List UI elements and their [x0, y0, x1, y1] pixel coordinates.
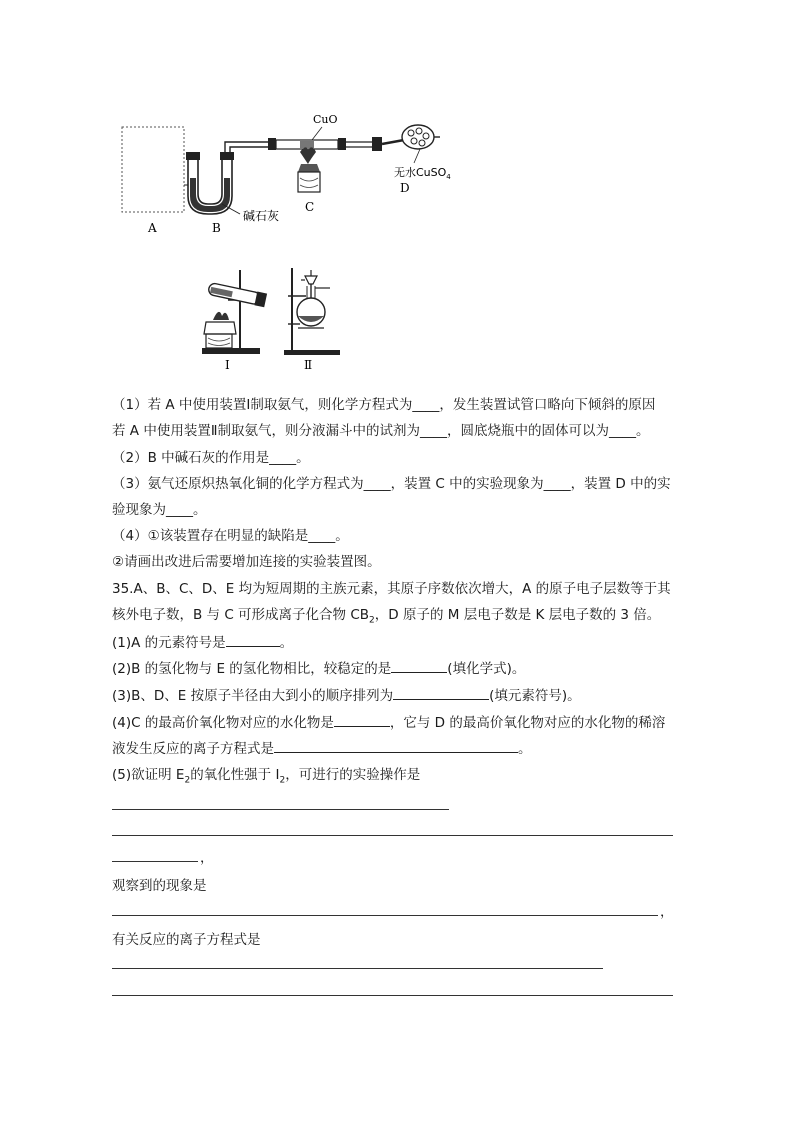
- q34-part2: （2）B 中碱石灰的作用是____。: [112, 450, 310, 466]
- q35-sub2: (2)B 的氢化物与 E 的氢化物相比，较稳定的是 (填化学式)。: [112, 658, 525, 679]
- answer-line-observation[interactable]: [112, 915, 658, 916]
- answer-line-operation-3[interactable]: [112, 861, 198, 862]
- q34-part4-line2: ②请画出改进后需要增加连接的实验装置图。: [112, 554, 381, 570]
- label-soda-lime: 碱石灰: [243, 209, 280, 223]
- label-apparatus-1: Ⅰ: [225, 358, 230, 372]
- q34-part1-line1: （1）若 A 中使用装置Ⅰ制取氨气，则化学方程式为____，发生装置试管口略向下倾斜的原因: [112, 397, 656, 413]
- label-cuo: CuO: [313, 113, 338, 126]
- q34-part3-line1: （3）氨气还原炽热氧化铜的化学方程式为____，装置 C 中的实验现象为____，装置 D 中的实: [112, 476, 671, 492]
- q34-part4-line1: （4）①该装置存在明显的缺陷是____。: [112, 528, 349, 544]
- apparatus-figure: [0, 0, 794, 380]
- apparatus-1: [202, 270, 267, 372]
- label-b: B: [212, 221, 221, 235]
- cuo-pointer: [312, 127, 322, 140]
- drying-tube-neck: [382, 140, 404, 144]
- answer-blank-2[interactable]: [391, 658, 447, 673]
- stopper-right: [220, 152, 234, 160]
- connecting-tube: [225, 142, 268, 152]
- q35-sub4-line2: 液发生反应的离子方程式是 。: [112, 738, 532, 759]
- label-d: D: [400, 181, 410, 195]
- flame-icon: [300, 147, 316, 164]
- q35-intro-line2: 核外电子数，B 与 C 可形成离子化合物 $CB_2$，D 原子的 M 层电子数是 K 层电子数的 3 倍。: [112, 607, 661, 626]
- q35-intro-line1: 35.A、B、C、D、E 均为短周期的主族元素，其原子序数依次增大，A 的原子电子层数等于其: [112, 581, 671, 597]
- answer-blank-3[interactable]: [393, 685, 489, 700]
- q35-sub5: (5)欲证明 $E_2$的氧化性强于 $I_2$，可进行的实验操作是: [112, 767, 421, 786]
- stopper-d: [372, 137, 382, 151]
- q35-sub4-line1: (4)C 的最高价氧化物对应的水化物是 ，它与 D 的最高价氧化物对应的水化物的稀溶: [112, 712, 665, 733]
- answer-line-ionic-1[interactable]: [112, 968, 603, 969]
- comma-1: ，: [200, 850, 214, 866]
- answer-line-operation-2[interactable]: [112, 835, 673, 836]
- answer-line-ionic-2[interactable]: [112, 995, 673, 996]
- q35-sub1: (1)A 的元素符号是 。: [112, 632, 293, 653]
- stopper-c-left: [268, 138, 276, 150]
- q34-part3-line2: 验现象为____。: [112, 502, 207, 518]
- burner-cap: [298, 164, 320, 172]
- label-c: C: [305, 200, 315, 214]
- label-a: A: [148, 221, 157, 235]
- answer-blank-1[interactable]: [226, 632, 280, 647]
- cuso4-pointer: [414, 149, 420, 163]
- q34-part1-line2: 若 A 中使用装置Ⅱ制取氨气，则分液漏斗中的试剂为____，圆底烧瓶中的固体可以为____。: [112, 423, 650, 439]
- cuo-powder: [300, 141, 314, 148]
- apparatus-a-box: [122, 127, 184, 212]
- label-anhydrous-cuso4: 无水CuSO$_4$: [394, 166, 451, 181]
- ionic-equation-label: 有关反应的离子方程式是: [112, 932, 261, 948]
- soda-lime-fill: [190, 178, 230, 212]
- comma-2: ，: [660, 904, 674, 920]
- observe-label: 观察到的现象是: [112, 878, 207, 894]
- label-apparatus-2: Ⅱ: [304, 358, 313, 372]
- stopper-left: [186, 152, 200, 160]
- soda-lime-pointer: [222, 204, 240, 214]
- answer-line-operation-1[interactable]: [112, 809, 449, 810]
- answer-blank-5[interactable]: [274, 738, 518, 753]
- apparatus-2: [284, 268, 340, 372]
- alcohol-lamp: [298, 172, 320, 192]
- q35-sub3: (3)B、D、E 按原子半径由大到小的顺序排列为 (填元素符号)。: [112, 685, 581, 706]
- stopper-c-right: [338, 138, 346, 150]
- answer-blank-4[interactable]: [334, 712, 390, 727]
